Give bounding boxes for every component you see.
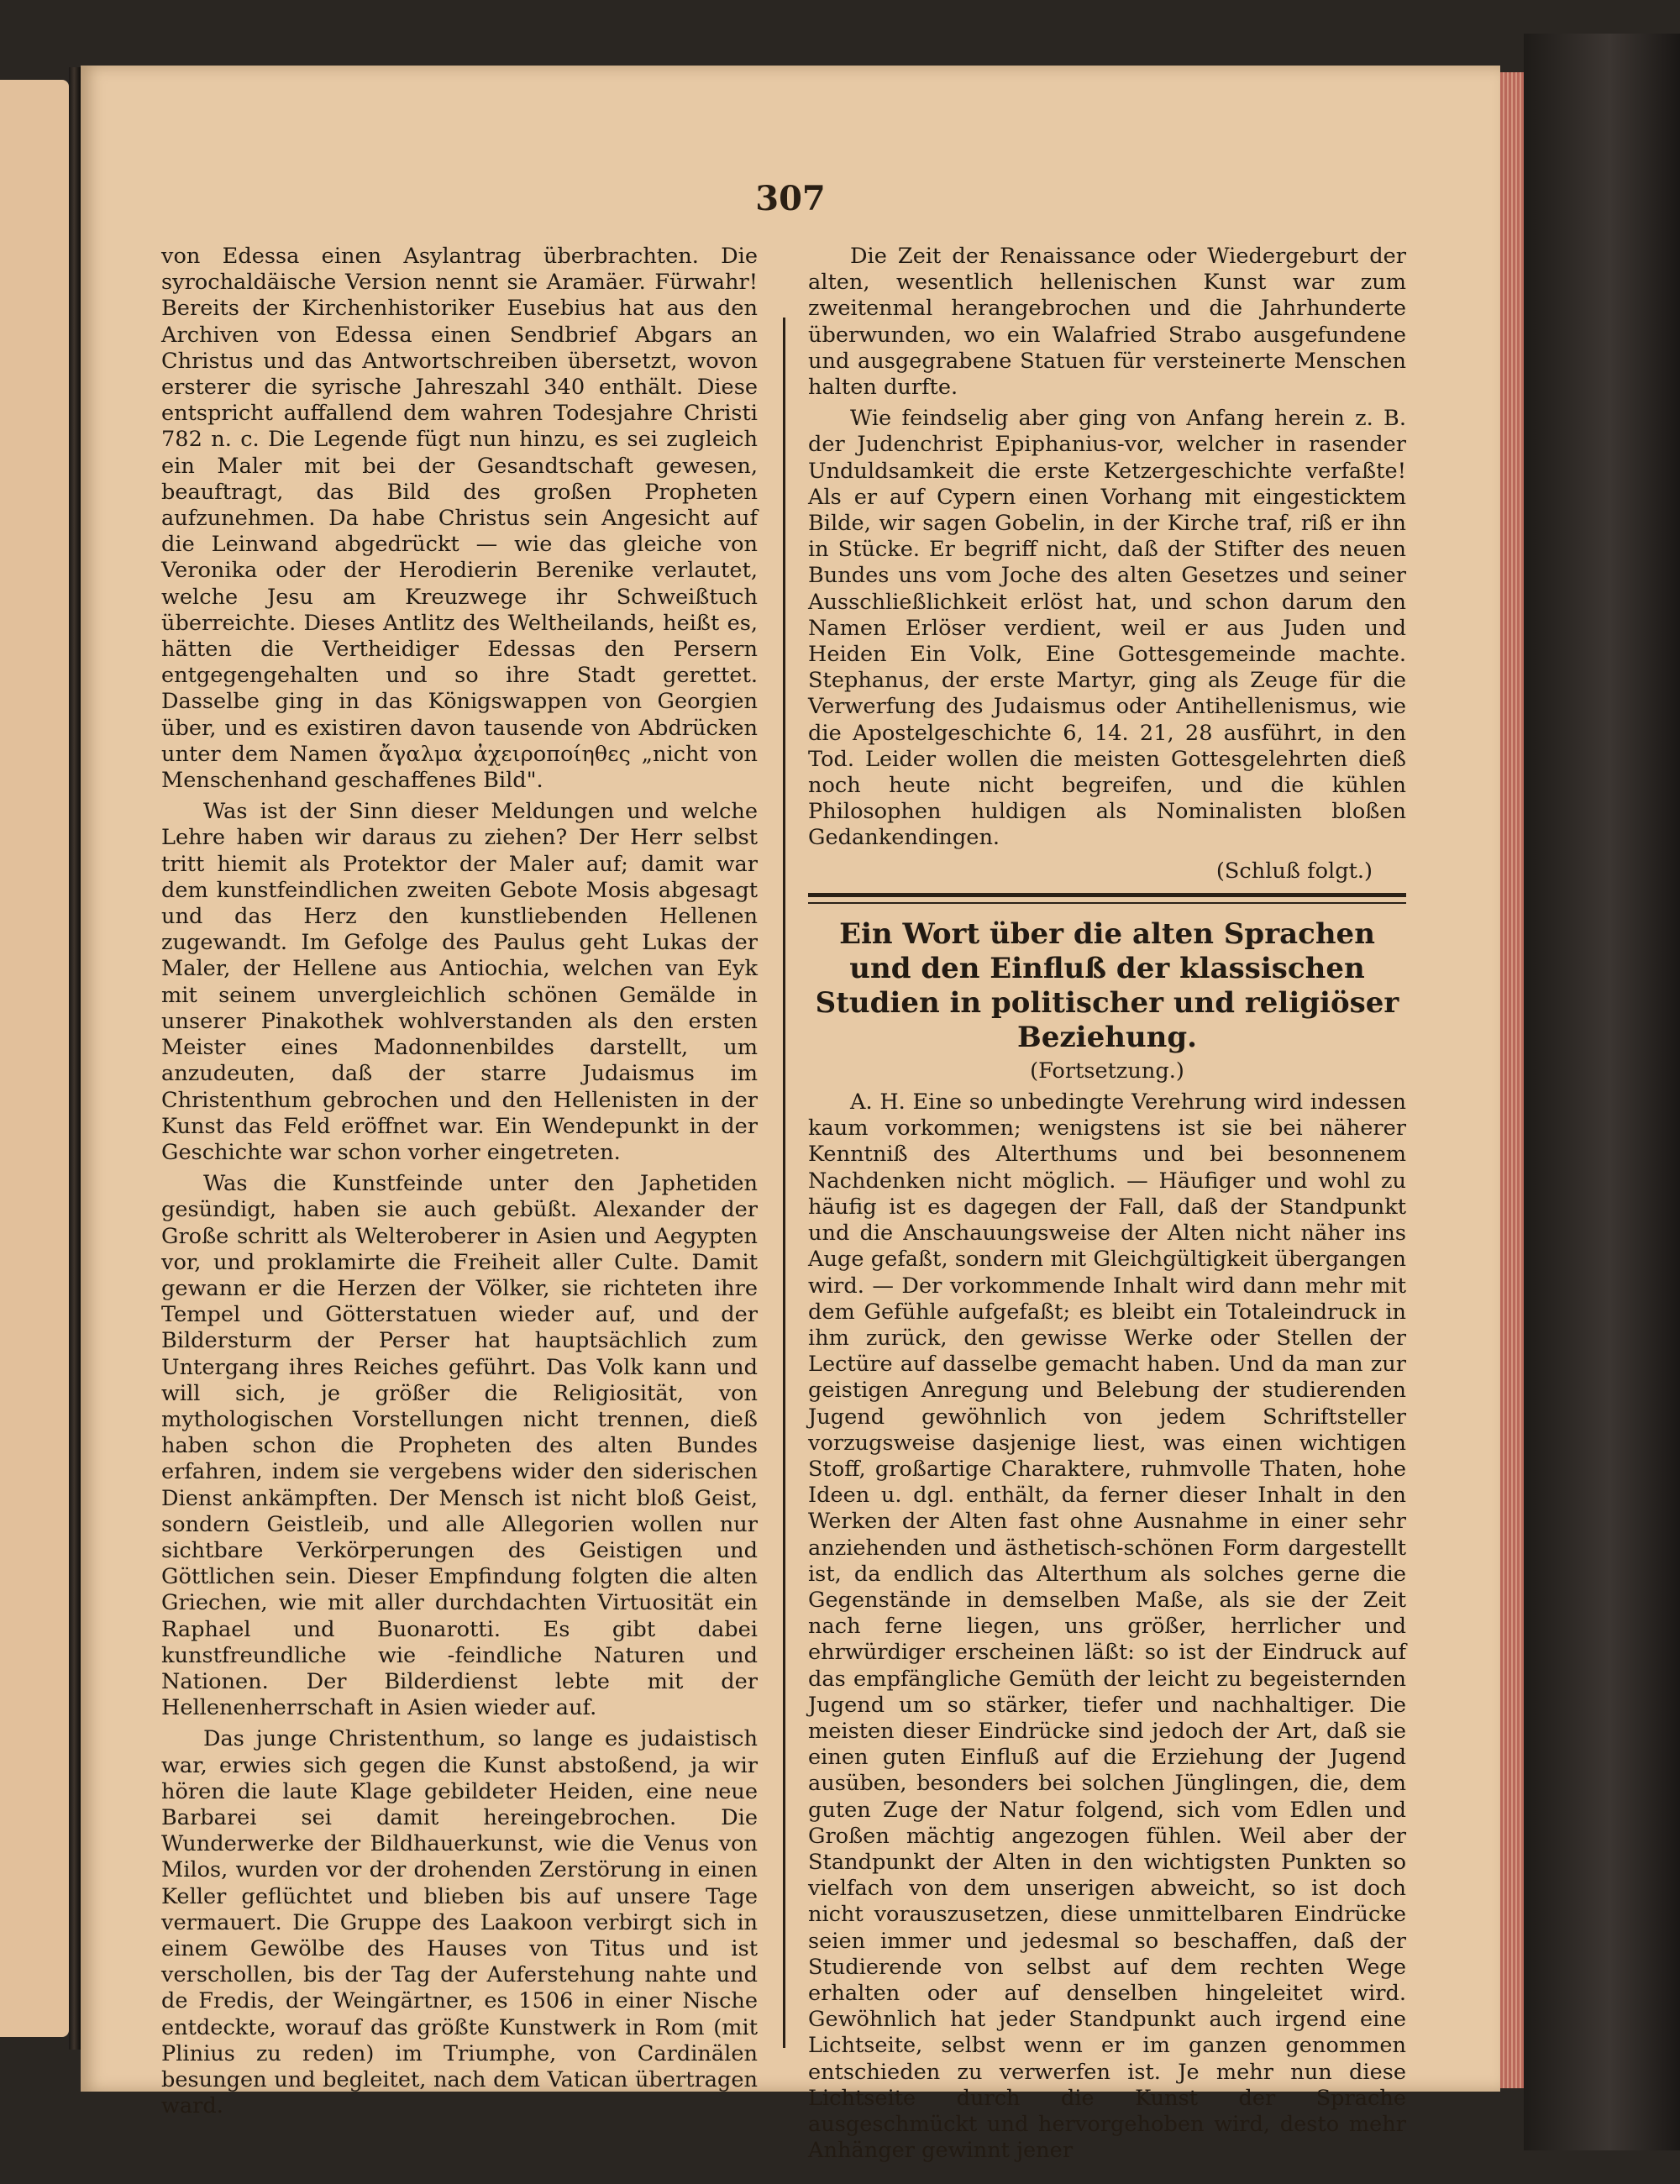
column-divider xyxy=(783,318,785,2048)
section-rule xyxy=(808,893,1406,897)
paragraph: von Edessa einen Asylantrag überbrachten. Die syrochaldäische Version nennt sie Aramäer. Fürwahr! Bereits der Kirchenhistoriker Eusebius hat aus den Archiven von Edessa einen Sendbrief Abgars an Christus und das Antwortschreiben übersetzt, wovon ersterer die syrische Jahreszahl 340 enthält. Diese entspricht auffallend dem wahren Todesjahre Christi 782 n. c. Die Legende fügt nun hinzu, es sei zugleich ein Maler mit bei der Gesandtschaft gewesen, beauftragt, das Bild des großen Propheten aufzunehmen. Da habe Christus sein Angesicht auf die Leinwand abgedrückt — wie das gleiche von Veronika oder der Herodierin Berenike verlautet, welche Jesu am Kreuzwege ihr Schweißtuch überreichte. Dieses Antlitz des Weltheilands, heißt es, hätten die Vertheidiger Edessas den Persern entgegengehalten und so ihre Stadt gerettet. Dasselbe ging in das Königswappen von Georgien über, und es existiren davon tausende von Abdrücken unter dem Namen ἄγαλμα ἀχειροποίηθες „nicht von Menschenhand geschaffenes Bild". xyxy=(161,244,758,794)
right-column xyxy=(808,244,1406,2169)
paragraph: Das junge Christenthum, so lange es judaistisch war, erwies sich gegen die Kunst abstoßend, ja wir hören die laute Klage gebildeter Heiden, eine neue Barbarei sei damit hereingebrochen. Die Wunderwerke der Bildhauerkunst, wie die Venus von Milos, wurden vor der drohenden Zerstörung in einen Keller geflüchtet und blieben bis auf unsere Tage vermauert. Die Gruppe des Laakoon verbirgt sich in einem Gewölbe des Hauses von Titus und ist verschollen, bis der Tag der Auferstehung nahte und de Fredis, der Weingärtner, es 1506 in einer Nische entdeckte, worauf das größte Kunstwerk in Rom (mit Plinius zu reden) im Triumphe, von Cardinälen besungen und begleitet, nach dem Vatican übertragen ward. xyxy=(161,1726,758,2119)
paragraph: Was ist der Sinn dieser Meldungen und welche Lehre haben wir daraus zu ziehen? Der Herr selbst tritt hiemit als Protektor der Maler auf; damit war dem kunstfeindlichen zweiten Gebote Mosis abgesagt und das Herz den kunstliebenden Hellenen zugewandt. Im Gefolge des Paulus geht Lukas der Maler, der Hellene aus Antiochia, welchen van Eyk mit seinem unvergleichlich schönen Gemälde in unserer Pinakothek wohlverstanden als den ersten Meister eines Madonnenbildes darstellt, um anzudeuten, daß der starre Judaismus im Christenthum gebrochen und den Hellenisten in der Kunst das Feld eröffnet war. Ein Wendepunkt in der Geschichte war schon vorher eingetreten. xyxy=(161,799,758,1165)
book-page xyxy=(81,66,1500,2164)
page-number: 307 xyxy=(755,179,826,218)
paragraph: Die Zeit der Renaissance oder Wiedergeburt der alten, wesentlich hellenischen Kunst war zum zweitenmal herangebrochen und die Jahrhunderte überwunden, wo ein Walafried Strabo ausgefundene und ausgegrabene Statuen für versteinerte Menschen halten durfte. xyxy=(808,244,1406,401)
section-rule-thin xyxy=(808,902,1406,904)
left-column xyxy=(161,244,758,2124)
page-edge-stack xyxy=(1500,72,1524,2088)
article-title: Ein Wort über die alten Sprachen und den Einfluß der klassischen Studien in politischer und religiöser Beziehung. xyxy=(815,916,1399,1054)
paragraph: Was die Kunstfeinde unter den Japhetiden gesündigt, haben sie auch gebüßt. Alexander der Große schritt als Welteroberer in Asien und Aegypten vor, und proklamirte die Freiheit aller Culte. Damit gewann er die Herzen der Völker, sie richteten ihre Tempel und Götterstatuen wieder auf, und der Bildersturm der Perser hat hauptsächlich zum Untergang ihres Reiches geführt. Das Volk kann und will sich, je größer die Religiosität, von mythologischen Vorstellungen nicht trennen, dieß haben schon die Propheten des alten Bundes erfahren, indem sie vergebens wider den siderischen Dienst ankämpften. Der Mensch ist nicht bloß Geist, sondern Geistleib, und alle Allegorien wollen nur sichtbare Verkörperungen des Geistigen und Göttlichen sein. Dieser Empfindung folgten die alten Griechen, wie mit aller durchdachten Virtuosität ein Raphael und Buonarotti. Es gibt dabei kunstfreundliche wie -feindliche Naturen und Nationen. Der Bilderdienst lebte mit der Hellenenherrschaft in Asien wieder auf. xyxy=(161,1171,758,1721)
book-gutter xyxy=(69,67,81,2050)
left-page-edge xyxy=(0,80,69,2037)
book-cover xyxy=(1524,34,1680,2150)
article-subtitle: (Fortsetzung.) xyxy=(1030,1058,1184,1084)
closing-note: (Schluß folgt.) xyxy=(1215,858,1373,884)
paragraph: Wie feindselig aber ging von Anfang herein z. B. der Judenchrist Epiphanius-vor, welcher in rasender Unduldsamkeit die erste Ketzergeschichte verfaßte! Als er auf Cypern einen Vorhang mit eingesticktem Bilde, wir sagen Gobelin, in der Kirche traf, riß er ihn in Stücke. Er begriff nicht, daß der Stifter des neuen Bundes uns vom Joche des alten Gesetzes und seiner Ausschließlichkeit erlöst hat, und schon darum den Namen Erlöser verdient, weil er aus Juden und Heiden Ein Volk, Eine Gottesgemeinde machte. Stephanus, der erste Martyr, ging als Zeuge für die Verwerfung des Judaismus oder Antihellenismus, wie die Apostelgeschichte 6, 14. 21, 28 ausführt, in den Tod. Leider wollen die meisten Gottesgelehrten dieß noch heute nicht begreifen, und die kühlen Philosophen huldigen als Nominalisten bloßen Gedankendingen. xyxy=(808,406,1406,851)
paragraph: A. H. Eine so unbedingte Verehrung wird indessen kaum vorkommen; wenigstens ist sie bei näherer Kenntniß des Alterthums und bei besonnenem Nachdenken nicht möglich. — Häufiger und wohl zu häufig ist es dagegen der Fall, daß der Standpunkt und die Anschauungsweise der Alten nicht näher ins Auge gefaßt, sondern mit Gleichgültigkeit übergangen wird. — Der vorkommende Inhalt wird dann mehr mit dem Gefühle aufgefaßt; es bleibt ein Totaleindruck in ihm zurück, den gewisse Werke oder Stellen der Lectüre auf dasselbe gemacht haben. Und da man zur geistigen Anregung und Belebung der studierenden Jugend gewöhnlich von jedem Schriftsteller vorzugsweise dasjenige liest, was einen wichtigen Stoff, großartige Charaktere, ruhmvolle Thaten, hohe Ideen u. dgl. enthält, da ferner dieser Inhalt in den Werken der Alten fast ohne Ausnahme in einer sehr anziehenden und ästhetisch-schönen Form dargestellt ist, da endlich das Alterthum als solches gerne die Gegenstände in demselben Maße, als sie der Zeit nach ferne liegen, uns größer, herrlicher und ehrwürdiger erscheinen läßt: so ist der Eindruck auf das empfängliche Gemüth der leicht zu begeisternden Jugend um so stärker, tiefer und nachhaltiger. Die meisten dieser Eindrücke sind jedoch der Art, daß sie einen guten Einfluß auf die Erziehung der Jugend ausüben, besonders bei solchen Jünglingen, die, dem guten Zuge der Natur folgend, sich vom Edlen und Großen mächtig angezogen fühlen. Weil aber der Standpunkt der Alten in den wichtigsten Punkten so vielfach von dem unserigen abweicht, so ist doch nicht vorauszusetzen, diese unmittelbaren Eindrücke seien immer und jedesmal so beschaffen, daß der Studierende von selbst auf dem rechten Wege erhalten oder auf denselben hingeleitet wird. Gewöhnlich hat jeder Standpunkt auch irgend eine Lichtseite, selbst wenn er im ganzen genommen entschieden zu verwerfen ist. Je mehr nun diese Lichtseite durch die Kunst der Sprache ausgeschmückt und hervorgehoben wird, desto mehr Anhänger gewinnt jener xyxy=(808,1089,1406,2164)
